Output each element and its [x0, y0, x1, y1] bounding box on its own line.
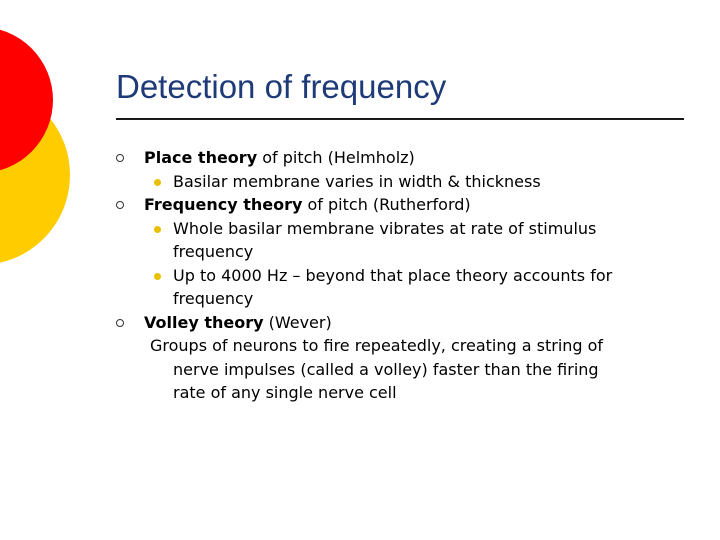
term-detail: (Wever) [263, 312, 332, 332]
sub-bullet-text: Whole basilar membrane vibrates at rate of stimulus [173, 218, 597, 238]
slide-body [116, 146, 686, 405]
sub-bullet-continuation: frequency [173, 242, 254, 261]
sub-bullet-continuation: frequency [173, 289, 254, 308]
hollow-bullet-icon [116, 154, 124, 162]
bullet-volley-theory [116, 311, 686, 335]
term-label: Frequency theory [144, 195, 303, 214]
sub-bullet-whole-membrane [116, 217, 686, 241]
bullet-place-theory [116, 146, 686, 170]
term-label: Volley theory [144, 312, 264, 332]
volley-description: Groups of neurons to fire repeatedly, creating a string of [150, 336, 604, 355]
term-detail: of pitch (Rutherford) [302, 195, 471, 214]
volley-description-continuation: nerve impulses (called a volley) faster than the firing [173, 359, 599, 379]
term-detail: of pitch (Helmholz) [257, 148, 415, 167]
sub-bullet-basilar [116, 170, 686, 194]
sub-bullet-text: Up to 4000 Hz – beyond that place theory accounts for [173, 265, 613, 285]
hollow-bullet-icon [116, 201, 124, 209]
dot-bullet-icon [154, 179, 161, 186]
sub-bullet-text: Basilar membrane varies in width & thickness [173, 171, 541, 191]
sub-bullet-4000hz [116, 264, 686, 288]
hollow-bullet-icon [116, 319, 124, 327]
dot-bullet-icon [154, 273, 161, 280]
term-label: Place theory [144, 148, 258, 167]
slide-title: Detection of frequency [116, 68, 447, 105]
volley-description-continuation: rate of any single nerve cell [173, 383, 397, 402]
bullet-frequency-theory [116, 193, 686, 217]
title-divider [116, 118, 684, 120]
dot-bullet-icon [154, 226, 161, 233]
